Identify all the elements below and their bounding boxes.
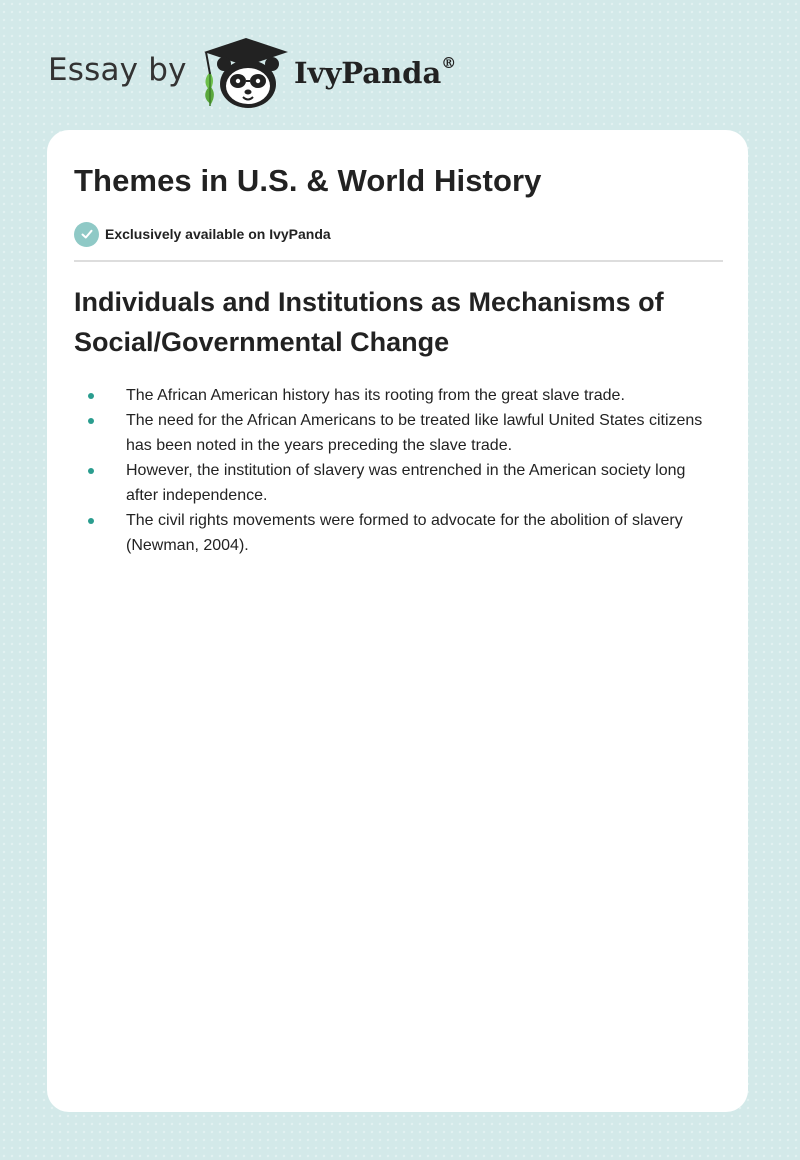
list-item (74, 408, 719, 458)
list-item (74, 383, 719, 408)
page-title: Themes in U.S. & World History (74, 163, 542, 198)
section-heading: Individuals and Institutions as Mechanisms of Social/Governmental Change (74, 287, 664, 357)
panda-graduate-icon (200, 34, 292, 110)
essay-by-label: Essay by (48, 52, 187, 88)
bullet-dot-icon (88, 393, 94, 399)
exclusive-badge-text: Exclusively available on IvyPanda (105, 226, 331, 242)
site-header (48, 34, 548, 114)
list-item (74, 508, 719, 558)
list-item-text: The civil rights movements were formed to advocate for the abolition of slavery (Newman, 2004). (126, 512, 683, 554)
exclusive-badge (74, 221, 331, 247)
list-item-text: However, the institution of slavery was entrenched in the American society long after independence. (126, 462, 686, 504)
registered-mark: ® (441, 54, 457, 73)
bullet-dot-icon (88, 418, 94, 424)
bullet-list (74, 383, 719, 558)
list-item (74, 458, 719, 508)
divider (74, 260, 723, 262)
bullet-dot-icon (88, 518, 94, 524)
check-icon (74, 222, 99, 247)
brand-name-text: IvyPanda (294, 56, 442, 90)
list-item-text: The African American history has its rooting from the great slave trade. (126, 387, 625, 404)
list-item-text: The need for the African Americans to be treated like lawful United States citizens has been noted in the years preceding the slave trade. (126, 412, 703, 454)
brand-name (294, 56, 456, 90)
essay-card (47, 130, 748, 1112)
bullet-dot-icon (88, 468, 94, 474)
